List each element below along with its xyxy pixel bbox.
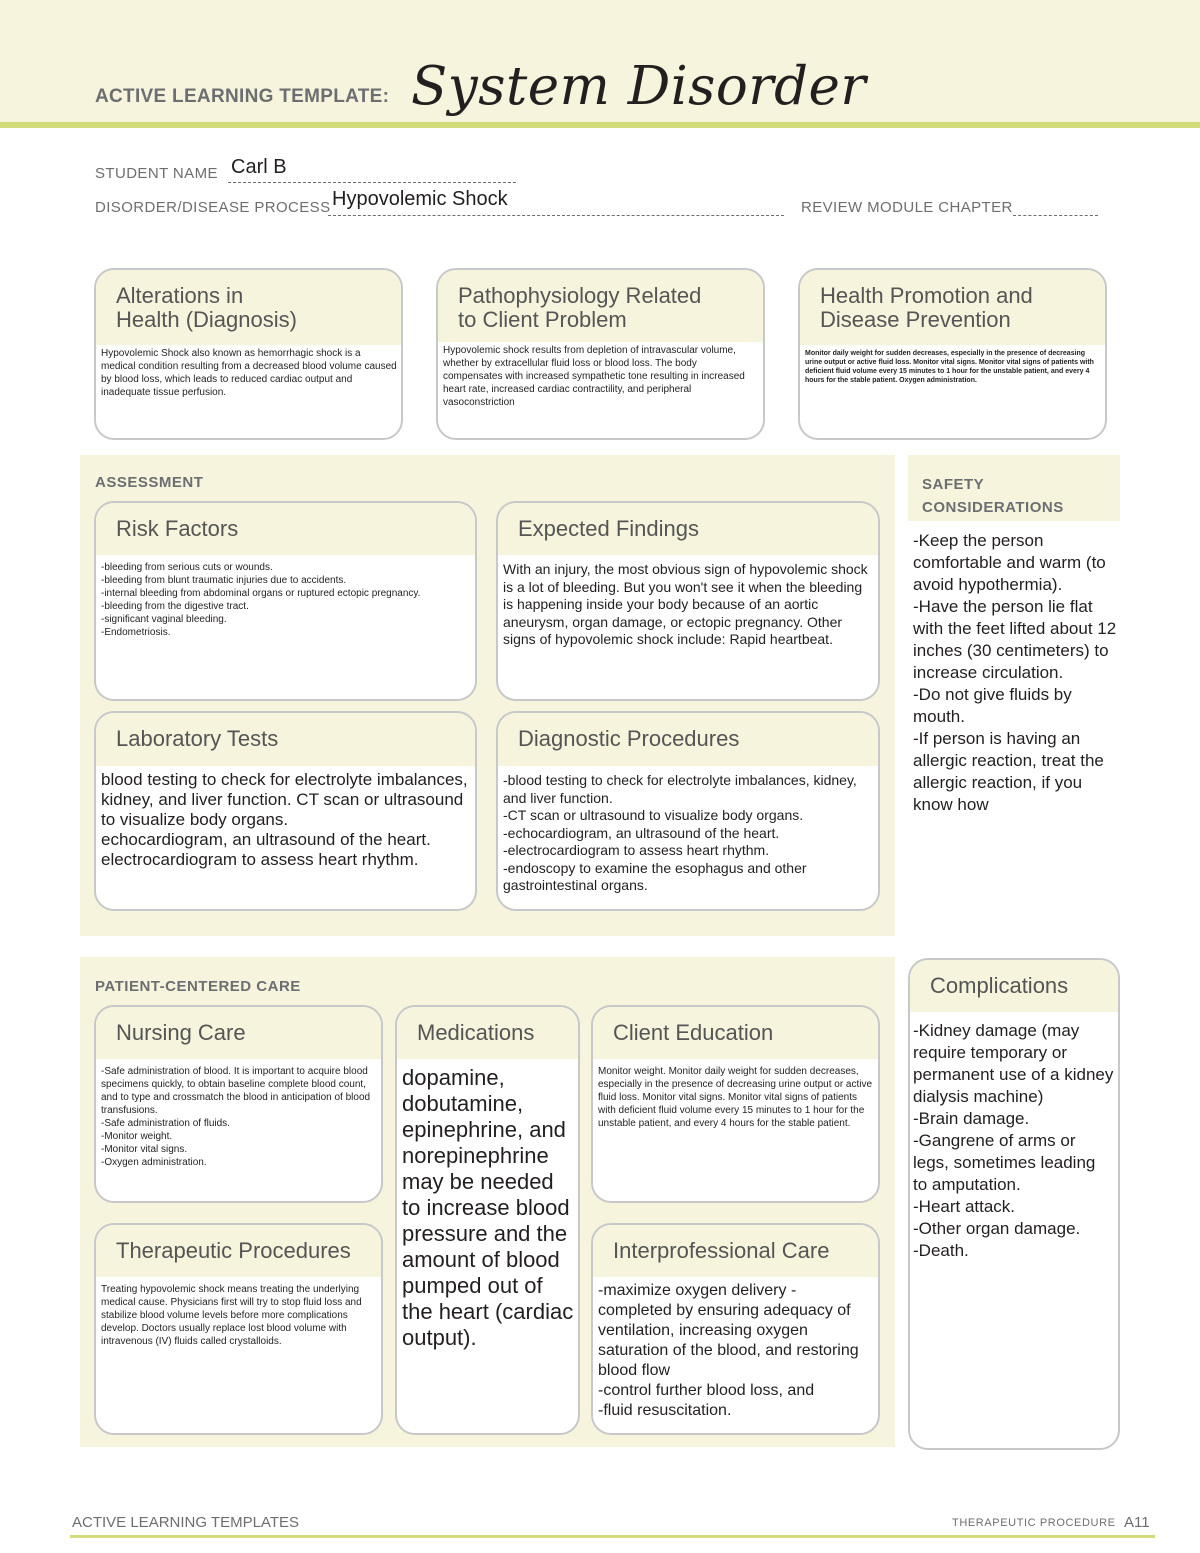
- risk-factor-item: -significant vaginal bleeding.: [101, 614, 227, 625]
- diagnostic-procedures-title: Diagnostic Procedures: [498, 713, 878, 766]
- pathophysiology-card-header: [438, 270, 763, 342]
- medications-card: [395, 1005, 580, 1435]
- interprofessional-care-title: Interprofessional Care: [593, 1225, 878, 1277]
- review-module-field[interactable]: [1013, 215, 1098, 216]
- assessment-label: ASSESSMENT: [95, 474, 204, 491]
- complication-item: -Other organ damage.: [913, 1219, 1081, 1238]
- risk-factor-item: -internal bleeding from abdominal organs or ruptured ectopic pregnancy.: [101, 588, 421, 599]
- complication-item: -Death.: [913, 1241, 969, 1260]
- complications-card: [908, 958, 1120, 1450]
- student-name-label: STUDENT NAME: [95, 165, 218, 182]
- nursing-care-card: [94, 1005, 383, 1203]
- alterations-card: [94, 268, 403, 440]
- alterations-title-line1: Alterations in: [116, 283, 244, 308]
- pathophysiology-body[interactable]: Hypovolemic shock results from depletion of intravascular volume, whether by extracellular fluid loss or blood loss. The body compensates with increased sympathetic tone resulting in increased heart rate, increased cardiac contractility, and peripheral vasoconstriction: [443, 345, 745, 408]
- template-title: System Disorder: [411, 56, 867, 117]
- nursing-care-item: -Monitor weight.: [101, 1131, 173, 1142]
- safety-item: -Keep the person comfortable and warm (to avoid hypothermia).: [913, 531, 1106, 594]
- lab-test-item: electrocardiogram to assess heart rhythm.: [101, 850, 419, 869]
- interprofessional-care-body[interactable]: [593, 1277, 878, 1421]
- risk-factor-item: -Endometriosis.: [101, 627, 171, 638]
- laboratory-tests-title: Laboratory Tests: [96, 713, 475, 766]
- nursing-care-item: -Monitor vital signs.: [101, 1144, 188, 1155]
- complication-item: -Heart attack.: [913, 1197, 1016, 1216]
- complications-body[interactable]: [910, 1012, 1118, 1262]
- pathophysiology-title-line1: Pathophysiology Related: [458, 283, 702, 308]
- nursing-care-title: Nursing Care: [96, 1007, 381, 1059]
- nursing-care-item: -Safe administration of fluids.: [101, 1118, 230, 1129]
- diagnostic-procedure-item: -echocardiogram, an ultrasound of the heart.: [503, 824, 780, 841]
- interprofessional-care-item: -maximize oxygen delivery - completed by ensuring adequacy of ventilation, increasing oxygen saturation of the blood, and restoring blood flow: [598, 1282, 859, 1379]
- interprofessional-care-card: [591, 1223, 880, 1435]
- risk-factor-item: -bleeding from the digestive tract.: [101, 601, 249, 612]
- diagnostic-procedure-item: -electrocardiogram to assess heart rhythm.: [503, 842, 770, 858]
- safety-item: -If person is having an allergic reaction, treat the allergic reaction, if you know how: [913, 729, 1104, 814]
- laboratory-tests-body[interactable]: [96, 766, 475, 870]
- safety-body[interactable]: [913, 530, 1118, 816]
- risk-factor-item: -bleeding from serious cuts or wounds.: [101, 562, 273, 573]
- diagnostic-procedures-body[interactable]: [498, 766, 878, 895]
- footer-left: ACTIVE LEARNING TEMPLATES: [72, 1514, 299, 1531]
- safety-item: -Do not give fluids by mouth.: [913, 685, 1072, 726]
- disorder-label: DISORDER/DISEASE PROCESS: [95, 199, 331, 216]
- safety-item: -Have the person lie flat with the feet lifted about 12 inches (30 centimeters) to increase circulation.: [913, 597, 1117, 682]
- health-promotion-body[interactable]: Monitor daily weight for sudden decreases, especially in the presence of decreasing urine output or active fluid loss. Monitor vital signs. Monitor vital signs of patients with deficient fluid volume every 15 minutes to 1 hour for the unstable patient, and every 4 hours for the stable patient. Oxygen administration.: [805, 350, 1094, 384]
- medications-title: Medications: [397, 1007, 578, 1059]
- review-module-label: REVIEW MODULE CHAPTER: [801, 199, 1013, 216]
- health-promotion-title-line2: Disease Prevention: [820, 307, 1011, 332]
- template-label: ACTIVE LEARNING TEMPLATE:: [95, 86, 390, 107]
- diagnostic-procedure-item: -endoscopy to examine the esophagus and other gastrointestinal organs.: [503, 859, 807, 893]
- pathophysiology-card: [436, 268, 765, 440]
- safety-title-line2: CONSIDERATIONS: [922, 499, 1064, 516]
- nursing-care-body[interactable]: [96, 1059, 381, 1169]
- alterations-body[interactable]: Hypovolemic Shock also known as hemorrhagic shock is a medical condition resulting from a decreased blood volume caused by blood loss, which leads to reduced cardiac output and inadequate tissue perfusion.: [101, 348, 397, 398]
- expected-findings-card: [496, 501, 880, 701]
- interprofessional-care-item: -control further blood loss, and: [598, 1382, 815, 1399]
- nursing-care-item: -Oxygen administration.: [101, 1157, 207, 1168]
- medications-body[interactable]: dopamine, dobutamine, epinephrine, and norepinephrine may be needed to increase blood pressure and the amount of blood pumped out of the heart (cardiac output).: [402, 1065, 574, 1350]
- expected-findings-title: Expected Findings: [498, 503, 878, 555]
- student-name-line: [228, 182, 516, 183]
- complication-item: -Gangrene of arms or legs, sometimes leading to amputation.: [913, 1131, 1096, 1194]
- footer-right: THERAPEUTIC PROCEDURE: [952, 1517, 1116, 1529]
- alterations-card-header: [96, 270, 401, 345]
- nursing-care-item: -Safe administration of blood. It is important to acquire blood specimens quickly, to obtain baseline complete blood count, and to type and crossmatch the blood in anticipation of blood transfusions.: [101, 1066, 371, 1116]
- safety-title: [922, 473, 1064, 519]
- lab-test-item: echocardiogram, an ultrasound of the heart.: [101, 830, 431, 849]
- student-name-field[interactable]: Carl B: [231, 156, 287, 178]
- risk-factors-card: [94, 501, 477, 701]
- alterations-title-line2: Health (Diagnosis): [116, 307, 297, 332]
- therapeutic-procedures-body[interactable]: Treating hypovolemic shock means treating the underlying medical cause. Physicians first will try to stop fluid loss and stabilize blood volume levels before more complications develop. Doctors usually replace lost blood volume with intravenous (IV) fluids called crystalloids.: [101, 1284, 362, 1347]
- complication-item: -Brain damage.: [913, 1109, 1030, 1128]
- interprofessional-care-item: -fluid resuscitation.: [598, 1402, 732, 1419]
- footer-rule: [70, 1535, 1155, 1538]
- laboratory-tests-card: [94, 711, 477, 911]
- client-education-body[interactable]: Monitor weight. Monitor daily weight for sudden decreases, especially in the presence of decreasing urine output or active fluid loss. Monitor vital signs. Monitor vital signs of patients with deficient fluid volume every 15 minutes to 1 hour for the unstable patient, and every 4 hours for the stable patient.: [598, 1066, 873, 1129]
- diagnostic-procedures-card: [496, 711, 880, 911]
- client-education-card: [591, 1005, 880, 1203]
- therapeutic-procedures-card: [94, 1223, 383, 1435]
- safety-title-line1: SAFETY: [922, 476, 985, 493]
- risk-factor-item: -bleeding from blunt traumatic injuries due to accidents.: [101, 575, 347, 586]
- patient-care-label: PATIENT-CENTERED CARE: [95, 978, 301, 995]
- pathophysiology-title-line2: to Client Problem: [458, 307, 627, 332]
- expected-findings-body[interactable]: With an injury, the most obvious sign of hypovolemic shock is a lot of bleeding. But you won't see it when the bleeding is happening inside your body because of an aortic aneurysm, organ damage, or ectopic pregnancy. Other signs of hypovolemic shock include: Rapid heartbeat.: [503, 561, 868, 647]
- disorder-line: [328, 215, 784, 216]
- risk-factors-body[interactable]: [96, 555, 475, 639]
- header-rule: [0, 122, 1200, 128]
- complications-title: Complications: [910, 960, 1118, 1012]
- health-promotion-card: [798, 268, 1107, 440]
- therapeutic-procedures-title: Therapeutic Procedures: [96, 1225, 381, 1277]
- health-promotion-card-header: [800, 270, 1105, 345]
- client-education-title: Client Education: [593, 1007, 878, 1059]
- health-promotion-title-line1: Health Promotion and: [820, 283, 1033, 308]
- disorder-field[interactable]: Hypovolemic Shock: [332, 188, 508, 210]
- risk-factors-title: Risk Factors: [96, 503, 475, 555]
- complication-item: -Kidney damage (may require temporary or permanent use of a kidney dialysis machine): [913, 1021, 1114, 1106]
- diagnostic-procedure-item: -blood testing to check for electrolyte imbalances, kidney, and liver function.: [503, 772, 857, 806]
- page-number: A11: [1124, 1514, 1150, 1531]
- lab-test-item: blood testing to check for electrolyte imbalances, kidney, and liver function. CT scan or ultrasound to visualize body organs.: [101, 770, 468, 829]
- diagnostic-procedure-item: -CT scan or ultrasound to visualize body organs.: [503, 807, 804, 823]
